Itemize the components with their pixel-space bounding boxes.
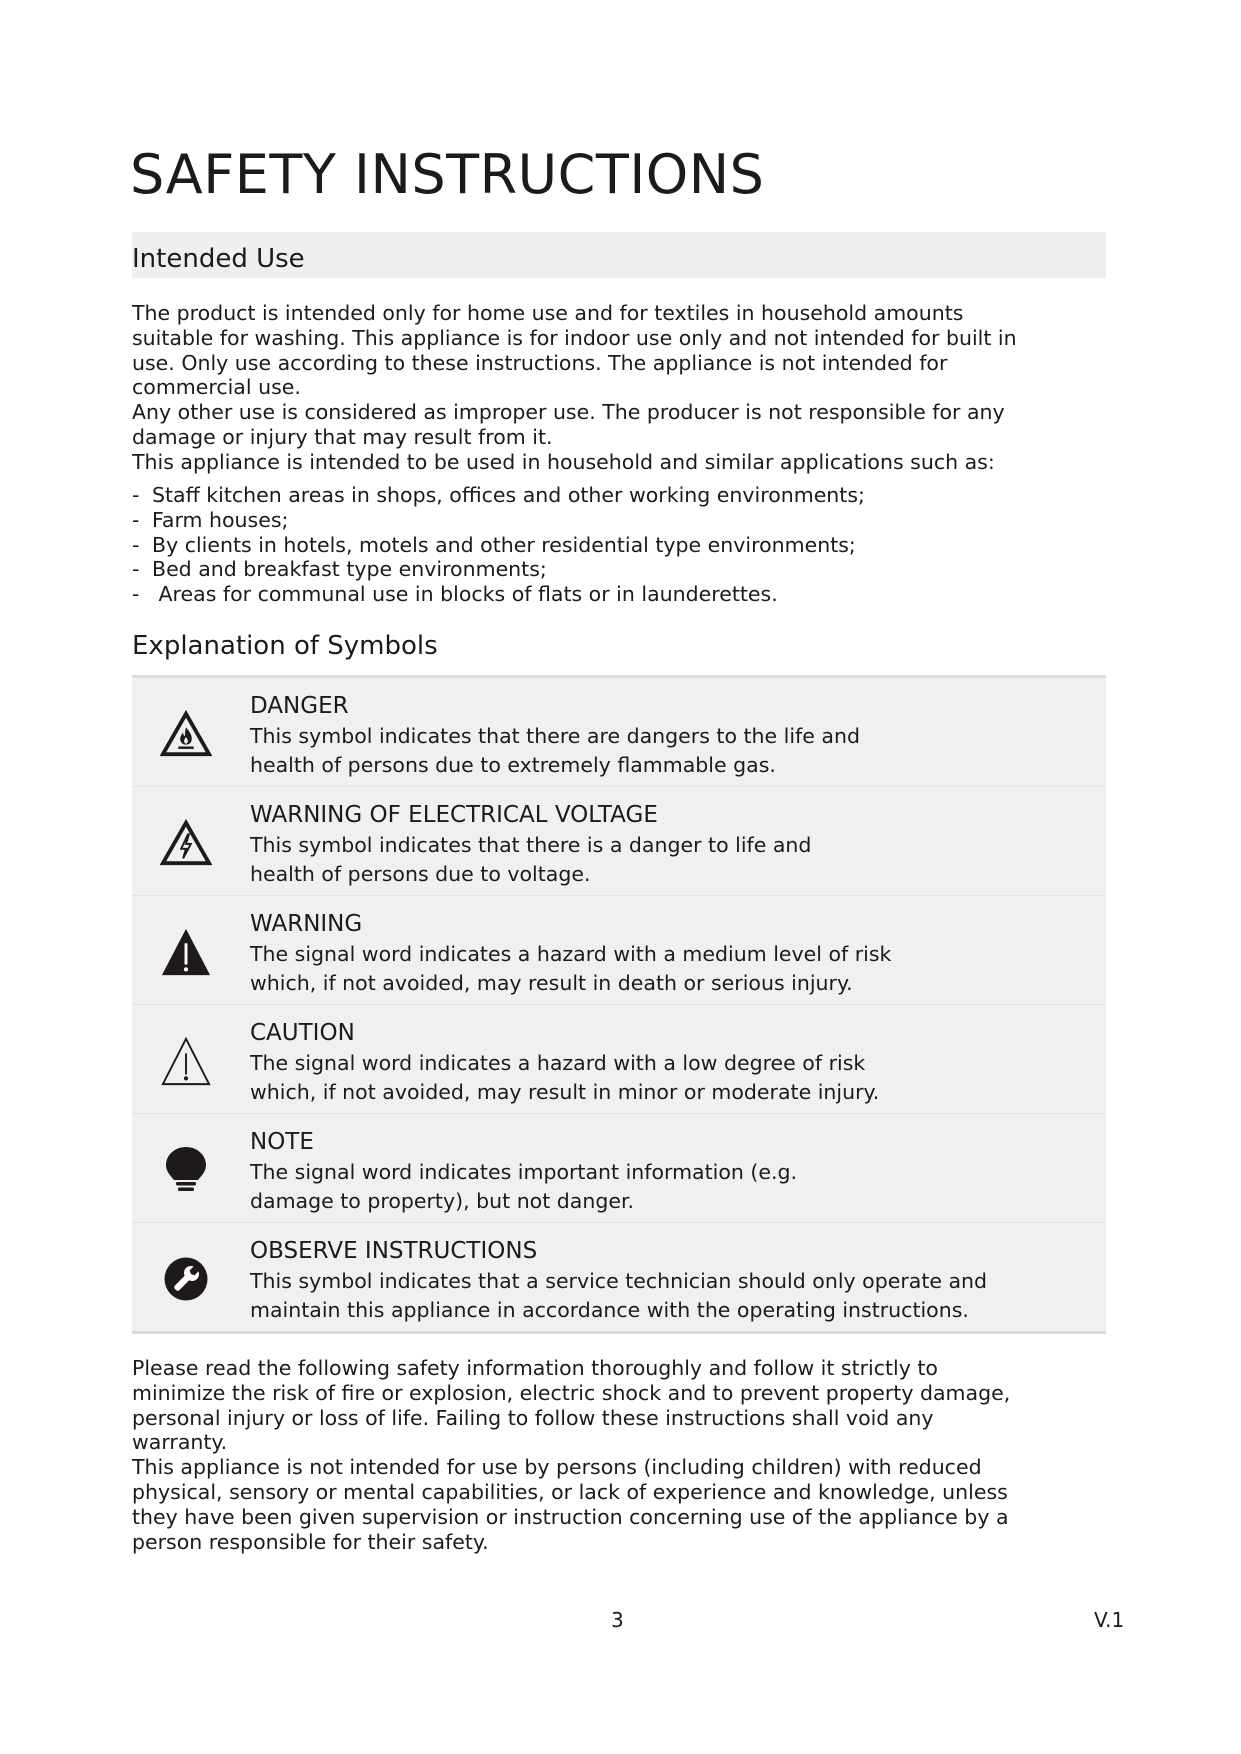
description-line: health of persons due to voltage.	[250, 862, 591, 886]
symbol-title: OBSERVE INSTRUCTIONS	[250, 1238, 538, 1264]
paragraph-line: This appliance is not intended for use by persons (including children) with reduced	[132, 1455, 982, 1480]
symbol-title: WARNING OF ELECTRICAL VOLTAGE	[250, 802, 658, 828]
list-item	[132, 582, 865, 607]
page-title: SAFETY INSTRUCTIONS	[130, 143, 765, 206]
symbol-row-note	[132, 1114, 1106, 1223]
symbol-description	[250, 940, 891, 998]
paragraph-line: person responsible for their safety.	[132, 1529, 489, 1554]
paragraph-line: damage or injury that may result from it.	[132, 424, 553, 449]
paragraph-line: they have been given supervision or instruction concerning use of the appliance by a	[132, 1504, 1009, 1529]
paragraph-line: minimize the risk of fire or explosion, electric shock and to prevent property damage,	[132, 1380, 1011, 1405]
bullet-dash: -	[132, 582, 140, 607]
list-item	[132, 557, 865, 582]
symbol-description	[250, 722, 860, 780]
list-item	[132, 533, 865, 558]
usage-environments-list	[132, 483, 865, 607]
paragraph-line: physical, sensory or mental capabilities, or lack of experience and knowledge, unless	[132, 1479, 1008, 1504]
paragraph-line: warranty.	[132, 1430, 228, 1455]
list-item	[132, 508, 865, 533]
description-line: The signal word indicates a hazard with a medium level of risk	[250, 942, 892, 966]
paragraph-line: personal injury or loss of life. Failing to follow these instructions shall void any	[132, 1405, 934, 1430]
bullet-dash: -	[132, 532, 140, 557]
bullet-dash: -	[132, 557, 140, 582]
description-line: maintain this appliance in accordance with the operating instructions.	[250, 1298, 969, 1322]
paragraph-line: commercial use.	[132, 375, 301, 400]
symbol-description	[250, 1158, 797, 1216]
list-item-text: By clients in hotels, motels and other residential type environments;	[152, 532, 856, 557]
safety-information-paragraph	[132, 1356, 1112, 1554]
wrench-icon	[160, 1253, 212, 1305]
lightbulb-icon	[160, 1144, 212, 1196]
symbol-title: NOTE	[250, 1129, 314, 1155]
description-line: which, if not avoided, may result in minor or moderate injury.	[250, 1080, 880, 1104]
symbol-row-electrical-voltage	[132, 787, 1106, 896]
paragraph-line: This appliance is intended to be used in household and similar applications such as:	[132, 449, 995, 474]
page-number: 3	[611, 1608, 624, 1632]
paragraph-line: Any other use is considered as improper use. The producer is not responsible for any	[132, 400, 1005, 425]
flammable-gas-warning-icon	[160, 708, 212, 760]
paragraph-line: use. Only use according to these instructions. The appliance is not intended for	[132, 350, 948, 375]
intended-use-section-header	[132, 232, 1106, 278]
symbols-heading: Explanation of Symbols	[132, 631, 438, 661]
description-line: This symbol indicates that there are dangers to the life and	[250, 724, 860, 748]
description-line: damage to property), but not danger.	[250, 1189, 635, 1213]
description-line: The signal word indicates important information (e.g.	[250, 1160, 798, 1184]
document-version: V.1	[1094, 1608, 1125, 1632]
symbol-title: WARNING	[250, 911, 363, 937]
description-line: which, if not avoided, may result in death or serious injury.	[250, 971, 853, 995]
symbol-row-observe-instructions	[132, 1223, 1106, 1331]
description-line: health of persons due to extremely flammable gas.	[250, 753, 776, 777]
bullet-dash: -	[132, 483, 140, 507]
warning-filled-triangle-icon	[160, 926, 212, 978]
symbol-title: DANGER	[250, 693, 349, 719]
electrical-voltage-warning-icon	[160, 817, 212, 869]
bullet-dash: -	[132, 507, 140, 532]
paragraph-line: suitable for washing. This appliance is for indoor use only and not intended for built in	[132, 325, 1017, 350]
paragraph-line: The product is intended only for home use and for textiles in household amounts	[132, 301, 964, 325]
intended-use-paragraph	[132, 301, 1112, 475]
description-line: This symbol indicates that there is a danger to life and	[250, 833, 812, 857]
symbol-description	[250, 831, 811, 889]
symbols-table	[132, 675, 1106, 1334]
caution-outline-triangle-icon	[160, 1035, 212, 1087]
symbol-description	[250, 1049, 879, 1107]
description-line: The signal word indicates a hazard with a low degree of risk	[250, 1051, 866, 1075]
list-item-text: Areas for communal use in blocks of flats or in launderettes.	[152, 582, 778, 607]
description-line: This symbol indicates that a service technician should only operate and	[250, 1269, 988, 1293]
list-item-text: Bed and breakfast type environments;	[152, 557, 547, 582]
symbol-row-danger	[132, 678, 1106, 787]
symbol-description	[250, 1267, 987, 1325]
list-item-text: Staff kitchen areas in shops, offices and other working environments;	[152, 483, 865, 507]
paragraph-line: Please read the following safety information thoroughly and follow it strictly to	[132, 1356, 938, 1380]
list-item-text: Farm houses;	[152, 507, 289, 532]
list-item	[132, 483, 865, 508]
symbol-row-caution	[132, 1005, 1106, 1114]
symbol-row-warning	[132, 896, 1106, 1005]
symbol-title: CAUTION	[250, 1020, 355, 1046]
intended-use-heading: Intended Use	[132, 244, 305, 274]
